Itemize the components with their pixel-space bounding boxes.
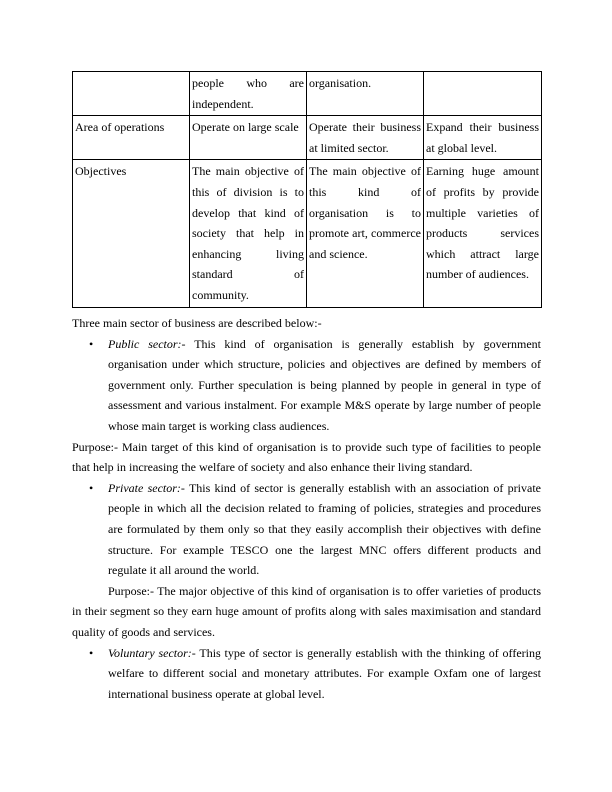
table-cell: Operate on large scale bbox=[190, 116, 307, 160]
public-purpose-paragraph: Purpose:- Main target of this kind of organisation is to provide such type of facilities to people that help in increasing the welfare of society and also enhance their living standard. bbox=[72, 439, 541, 475]
comparison-table bbox=[72, 71, 542, 308]
bullet-icon: • bbox=[89, 645, 94, 660]
public-sector-label: Public sector:- bbox=[108, 336, 186, 351]
table-cell bbox=[73, 72, 190, 116]
voluntary-sector-label: Voluntary sector:- bbox=[108, 645, 196, 660]
private-sector-text: This kind of sector is generally establish with an association of private people in which all the decision related to framing of policies, strategies and procedures are formulated by them only so that they easily accomplish their objectives with define structure. For example TESCO one the largest MNC offers different products and regulate it all around the world. bbox=[108, 480, 541, 578]
table-row bbox=[73, 116, 542, 160]
table-row bbox=[73, 160, 542, 307]
bullet-voluntary-sector bbox=[72, 643, 541, 705]
body-text bbox=[72, 313, 541, 704]
bullet-public-sector bbox=[72, 334, 541, 437]
table-cell bbox=[424, 72, 542, 116]
table-cell: organisation. bbox=[307, 72, 424, 116]
table-cell: Operate their business at limited sector. bbox=[307, 116, 424, 160]
private-purpose-paragraph: Purpose:- The major objective of this kind of organisation is to offer varieties of products in their segment so they earn huge amount of profits along with sales maximisation and standard quality of goods and services. bbox=[72, 583, 541, 639]
bullet-private-sector bbox=[72, 478, 541, 581]
intro-paragraph: Three main sector of business are described below:- bbox=[72, 316, 322, 330]
table-cell: Earning huge amount of profits by provide multiple varieties of products services which attract large number of audiences. bbox=[424, 160, 542, 307]
bullet-icon: • bbox=[89, 480, 94, 495]
table-row-header: Area of operations bbox=[73, 116, 190, 160]
voluntary-sector-text: This type of sector is generally establish with the thinking of offering welfare to different social and monetary attributes. For example Oxfam one of largest international business operate at global level. bbox=[108, 645, 541, 701]
table-row bbox=[73, 72, 542, 116]
public-sector-text: This kind of organisation is generally establish by government organisation under which structure, policies and objectives are defined by members of government only. Further speculation is being planned by people in general in type of assessment and various instalment. For example M&S operate by large number of people whose main target is working class audiences. bbox=[108, 336, 541, 433]
table-cell: The main objective of this kind of organisation is to promote art, commerce and science. bbox=[307, 160, 424, 307]
table-row-header: Objectives bbox=[73, 160, 190, 307]
table-cell: The main objective of this of division is to develop that kind of society that help in enhancing living standard of community. bbox=[190, 160, 307, 307]
table-cell: Expand their business at global level. bbox=[424, 116, 542, 160]
private-sector-label: Private sector:- bbox=[108, 480, 185, 495]
table-cell: people who are independent. bbox=[190, 72, 307, 116]
bullet-icon: • bbox=[89, 336, 94, 351]
